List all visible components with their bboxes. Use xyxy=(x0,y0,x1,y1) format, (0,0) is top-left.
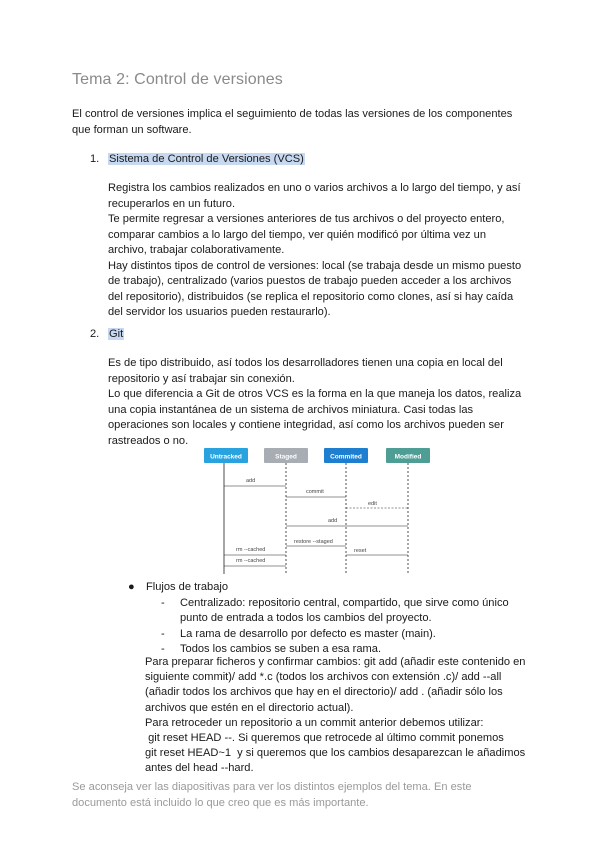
section-title: Git xyxy=(109,328,124,340)
paragraph: Lo que diferencia a Git de otros VCS es la forma en la que maneja los datos, realiza una copia instantánea de un sistema de archivos miniatura. Casi todas las operaciones son locales y contiene integridad, así como los archivos pueden ser rastreados o no. xyxy=(108,388,522,447)
state-untracked-label: Untracked xyxy=(210,453,242,461)
section-body-vcs xyxy=(108,181,524,321)
paragraph: Para retroceder un repositorio a un commit anterior debemos utilizar: xyxy=(145,716,484,729)
section-number: 1. xyxy=(90,153,100,165)
section-heading-vcs xyxy=(90,152,305,167)
git-lifecycle-diagram xyxy=(202,446,432,576)
paragraph: git reset HEAD~1 y si queremos que los cambios desaparezcan le añadimos antes del head --hard. xyxy=(145,747,529,775)
list-item-text: Centralizado: repositorio central, compartido, que sirve como único punto de entrada a todos los cambios del proyecto. xyxy=(180,596,509,624)
footer-note: Se aconseja ver las diapositivas para ver los distintos ejemplos del tema. En este documento está incluido lo que creo que es más importante. xyxy=(72,781,472,809)
state-staged-label: Staged xyxy=(275,453,297,461)
section-number: 2. xyxy=(90,328,100,340)
label-add-modified: add xyxy=(328,518,338,524)
git-commands-explanation xyxy=(145,655,530,777)
list-item xyxy=(128,580,528,596)
dash-icon: - xyxy=(161,627,165,640)
label-edit: edit xyxy=(368,501,377,507)
bullet-icon: ● xyxy=(128,581,135,593)
label-restore-staged: restore --staged xyxy=(294,539,333,545)
section-heading-git xyxy=(90,327,124,342)
paragraph: Registra los cambios realizados en uno o varios archivos a lo largo del tiempo, y así recuperarlos en un futuro. xyxy=(108,182,521,210)
label-add: add xyxy=(246,478,256,484)
paragraph: git reset HEAD --. Si queremos que retrocede al último commit ponemos xyxy=(145,732,504,745)
state-commited-label: Commited xyxy=(330,453,362,461)
list-item-text: Todos los cambios se suben a esa rama. xyxy=(180,643,382,655)
section-body-git xyxy=(108,356,524,449)
section-title: Sistema de Control de Versiones (VCS) xyxy=(109,153,304,165)
list-item xyxy=(128,596,528,627)
dash-icon: - xyxy=(161,596,165,609)
list-item xyxy=(128,627,528,643)
workflow-list xyxy=(128,580,528,658)
label-reset: reset xyxy=(354,548,367,554)
state-modified-label: Modified xyxy=(394,453,422,461)
bullet-title: Flujos de trabajo xyxy=(146,581,229,593)
dash-icon: - xyxy=(161,643,165,655)
intro-paragraph: El control de versiones implica el seguimiento de todas las versiones de los componentes que forman un software. xyxy=(72,108,513,136)
paragraph: Es de tipo distribuido, así todos los desarrolladores tienen una copia en local del repositorio y así trabajar sin conexión. xyxy=(108,357,503,385)
label-commit: commit xyxy=(306,489,324,495)
dash-list xyxy=(128,596,528,658)
label-rm-cached: rm --cached xyxy=(236,547,266,553)
label-rm-cached-2: rm --cached xyxy=(236,558,266,564)
paragraph: Para preparar ficheros y confirmar cambios: git add (añadir este contenido en siguiente commit)/ add *.c (todos los archivos con extensión .c)/ add --all (añadir todos los archivos que hay en el directorio)/ add . (añadir sólo los archivos que estén en el directorio actual). xyxy=(145,656,526,714)
document-title: Tema 2: Control de versiones xyxy=(72,71,283,88)
list-item-text: La rama de desarrollo por defecto es master (main). xyxy=(180,627,436,640)
paragraph: Hay distintos tipos de control de versiones: local (se trabaja desde un mismo puesto de trabajo), centralizado (varios puestos de trabajo pueden acceder a los archivos del repositorio), distribuidos (se replica el repositorio como clones, así si hay caída del servidor los usuarios pueden restaurarlo). xyxy=(108,259,522,318)
paragraph: Te permite regresar a versiones anteriores de tus archivos o del proyecto entero, comparar cambios a lo largo del tiempo, ver quién modificó por última vez un archivo, trabajar colaborativamente. xyxy=(108,213,505,256)
